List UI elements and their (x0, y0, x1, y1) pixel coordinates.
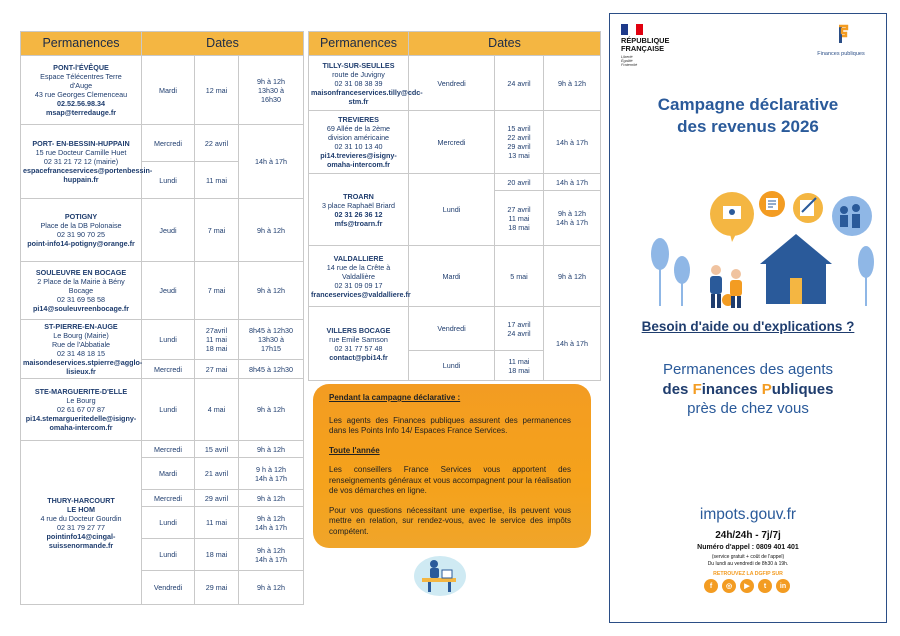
location-cell: ST-PIERRE-EN-AUGE Le Bourg (Mairie) Rue de l'Abbatiale 02 31 48 18 15 maisondeservices.stpierre@agglo-lisieux.fr (21, 320, 142, 379)
table-row: POTIGNY Place de la DB Polonaise 02 31 90 70 25 point-info14-potigny@orange.fr Jeudi 7 mai 9h à 12h (21, 199, 304, 262)
location-cell: STE-MARGUERITE-D'ELLE Le Bourg 02 61 67 07 87 pi14.stemargueritedelle@isigny-omaha-intercom.fr (21, 379, 142, 441)
note-paragraph: Les conseillers France Services vous apportent des renseignements généraux et vous accompagnent pour la réalisation de vos démarches en ligne. (329, 465, 571, 496)
table-row: Lundi 18 mai 9h à 12h 14h à 17h (21, 539, 304, 571)
table-row: 27 avril 11 mai 18 mai 9h à 12h 14h à 17h (309, 191, 601, 246)
table-row: Lundi 11 mai (21, 162, 304, 199)
table-row: ST-PIERRE-EN-AUGE Le Bourg (Mairie) Rue de l'Abbatiale 02 31 48 18 15 maisondeservices.stpierre@agglo-lisieux.fr Lundi 27avril 11 mai 18 mai 8h45 à 12h30 13h30 à 17h15 (21, 320, 304, 360)
location-cell: POTIGNY Place de la DB Polonaise 02 31 90 70 25 point-info14-potigny@orange.fr (21, 199, 142, 262)
family-house-illustration (620, 190, 878, 312)
flyer-card (609, 13, 887, 623)
table-row: Lundi 11 mai 18 mai (309, 351, 601, 381)
table-row: SOULEUVRE EN BOCAGE 2 Place de la Mairie à Bény Bocage 02 31 69 58 58 pi14@souleuvreenbocage.fr Jeudi 7 mai 9h à 12h (21, 262, 304, 320)
table-header (21, 32, 304, 56)
flag-icon (621, 24, 643, 35)
table-row: Mercredi 29 avril 9h à 12h (21, 490, 304, 507)
help-question: Besoin d'aide ou d'explications ? (641, 319, 855, 334)
table-row: TILLY-SUR-SEULLES route de Juvigny 02 31 08 38 39 maisonfranceservices.tilly@cdc-stm.fr Vendredi 24 avril 9h à 12h (309, 56, 601, 111)
table-row: PORT- EN-BESSIN-HUPPAIN 15 rue Docteur Camille Huet 02 31 21 72 12 (mairie) espacefranceservices@portenbessin-huppain.fr Mercredi 22 avril 14h à 17h (21, 125, 304, 162)
location-cell: TILLY-SUR-SEULLES route de Juvigny 02 31 08 38 39 maisonfranceservices.tilly@cdc-stm.fr (309, 56, 409, 111)
location-cell: SOULEUVRE EN BOCAGE 2 Place de la Mairie à Bény Bocage 02 31 69 58 58 pi14@souleuvreenbocage.fr (21, 262, 142, 320)
table-row: Mercredi 27 mai 8h45 à 12h30 (21, 360, 304, 379)
table-row: VILLERS BOCAGE rue Emile Samson 02 31 77 57 48 contact@pbi14.fr Vendredi 17 avril 24 avril 14h à 17h (309, 307, 601, 351)
location-cell: VALDALLIERE 14 rue de la Crête à Valdallière 02 31 09 09 17 franceservices@valdalliere.fr (309, 246, 409, 307)
youtube-icon[interactable]: ▶ (740, 579, 754, 593)
note-paragraph: Pour vos questions nécessitant une expertise, ils peuvent vous mettre en relation, sur rendez-vous, avec le service des impôts compétent. (329, 505, 571, 536)
info-note (313, 384, 591, 548)
table-row: THURY-HARCOURT LE HOM 4 rue du Docteur Gourdin 02 31 79 27 77 pointinfo14@cingal-suissenormande.fr Mercredi 15 avril 9h à 12h (21, 441, 304, 458)
table-header (309, 32, 601, 56)
table-row: TREVIERES 69 Allée de la 2ème division américaine 02 31 10 13 40 pi14.trevieres@isigny-omaha-intercom.fr Mercredi 15 avril 22 avril 29 avril 13 mai 14h à 17h (309, 111, 601, 174)
impots-gouv-link[interactable]: impots.gouv.fr (699, 506, 797, 523)
linkedin-icon[interactable]: in (776, 579, 790, 593)
table-row: VALDALLIERE 14 rue de la Crête à Valdallière 02 31 09 09 17 franceservices@valdalliere.fr Mardi 5 mai 9h à 12h (309, 246, 601, 307)
table-row: STE-MARGUERITE-D'ELLE Le Bourg 02 61 67 07 87 pi14.stemargueritedelle@isigny-omaha-intercom.fr Lundi 4 mai 9h à 12h (21, 379, 304, 441)
header-permanences: Permanences (309, 32, 409, 56)
location-cell: PORT- EN-BESSIN-HUPPAIN 15 rue Docteur Camille Huet 02 31 21 72 12 (mairie) espacefranceservices@portenbessin-huppain.fr (21, 125, 142, 199)
note-paragraph: Les agents des Finances publiques assurent des permanences dans les Points Info 14/ Espaces France Services. (329, 415, 571, 436)
header-permanences: Permanences (21, 32, 142, 56)
permanences-table-right (308, 31, 601, 381)
fp-mark-icon (833, 24, 849, 44)
location-cell: PONT-l'ÉVÊQUE Espace Télécentres Terre d'Auge 43 rue Georges Clemenceau 02.52.56.98.34 msap@terredauge.fr (21, 56, 142, 125)
location-cell: VILLERS BOCAGE rue Emile Samson 02 31 77 57 48 contact@pbi14.fr (309, 307, 409, 381)
location-cell: THURY-HARCOURT LE HOM 4 rue du Docteur Gourdin 02 31 79 27 77 pointinfo14@cingal-suissenormande.fr (21, 441, 142, 605)
table-row: Vendredi 29 mai 9h à 12h (21, 571, 304, 605)
header-dates: Dates (142, 32, 304, 56)
campaign-title: Campagne déclarative des revenus 2026 (657, 95, 839, 136)
table-row: TROARN 3 place Raphaël Briard 02 31 26 36 12 mfs@troarn.fr Lundi 20 avril 14h à 17h (309, 174, 601, 191)
permanences-table-left (20, 31, 304, 605)
opening-hours: Du lundi au vendredi de 8h30 à 19h. (707, 561, 789, 567)
table-row: PONT-l'ÉVÊQUE Espace Télécentres Terre d'Auge 43 rue Georges Clemenceau 02.52.56.98.34 msap@terredauge.fr Mardi 12 mai 9h à 12h 13h30 à 16h30 (21, 56, 304, 125)
republique-francaise-logo: RÉPUBLIQUE FRANÇAISE Liberté Égalité Fraternité (621, 24, 681, 68)
facebook-icon[interactable]: f (704, 579, 718, 593)
note-heading-campaign: Pendant la campagne déclarative : (329, 393, 461, 402)
permanences-tagline: Permanences des agents des Finances Publiques près de chez vous (662, 361, 834, 417)
follow-dgfip: RETROUVEZ LA DGFIP SUR (713, 571, 783, 577)
social-links (704, 579, 790, 593)
table-row: Lundi 11 mai 9h à 12h 14h à 17h (21, 507, 304, 539)
location-cell: TREVIERES 69 Allée de la 2ème division américaine 02 31 10 13 40 pi14.trevieres@isigny-omaha-intercom.fr (309, 111, 409, 174)
phone-number: Numéro d'appel : 0809 401 401 (697, 544, 799, 551)
desk-illustration (412, 552, 468, 598)
instagram-icon[interactable]: ◎ (722, 579, 736, 593)
note-heading-year: Toute l'année (329, 445, 380, 455)
twitter-icon[interactable]: t (758, 579, 772, 593)
finances-publiques-logo: Finances publiques (806, 24, 876, 57)
table-row: Mardi 21 avril 9 h à 12h 14h à 17h (21, 458, 304, 490)
location-cell: TROARN 3 place Raphaël Briard 02 31 26 36 12 mfs@troarn.fr (309, 174, 409, 246)
availability: 24h/24h - 7j/7j (715, 530, 781, 541)
header-dates: Dates (409, 32, 601, 56)
phone-note: (service gratuit + coût de l'appel) (711, 554, 785, 560)
